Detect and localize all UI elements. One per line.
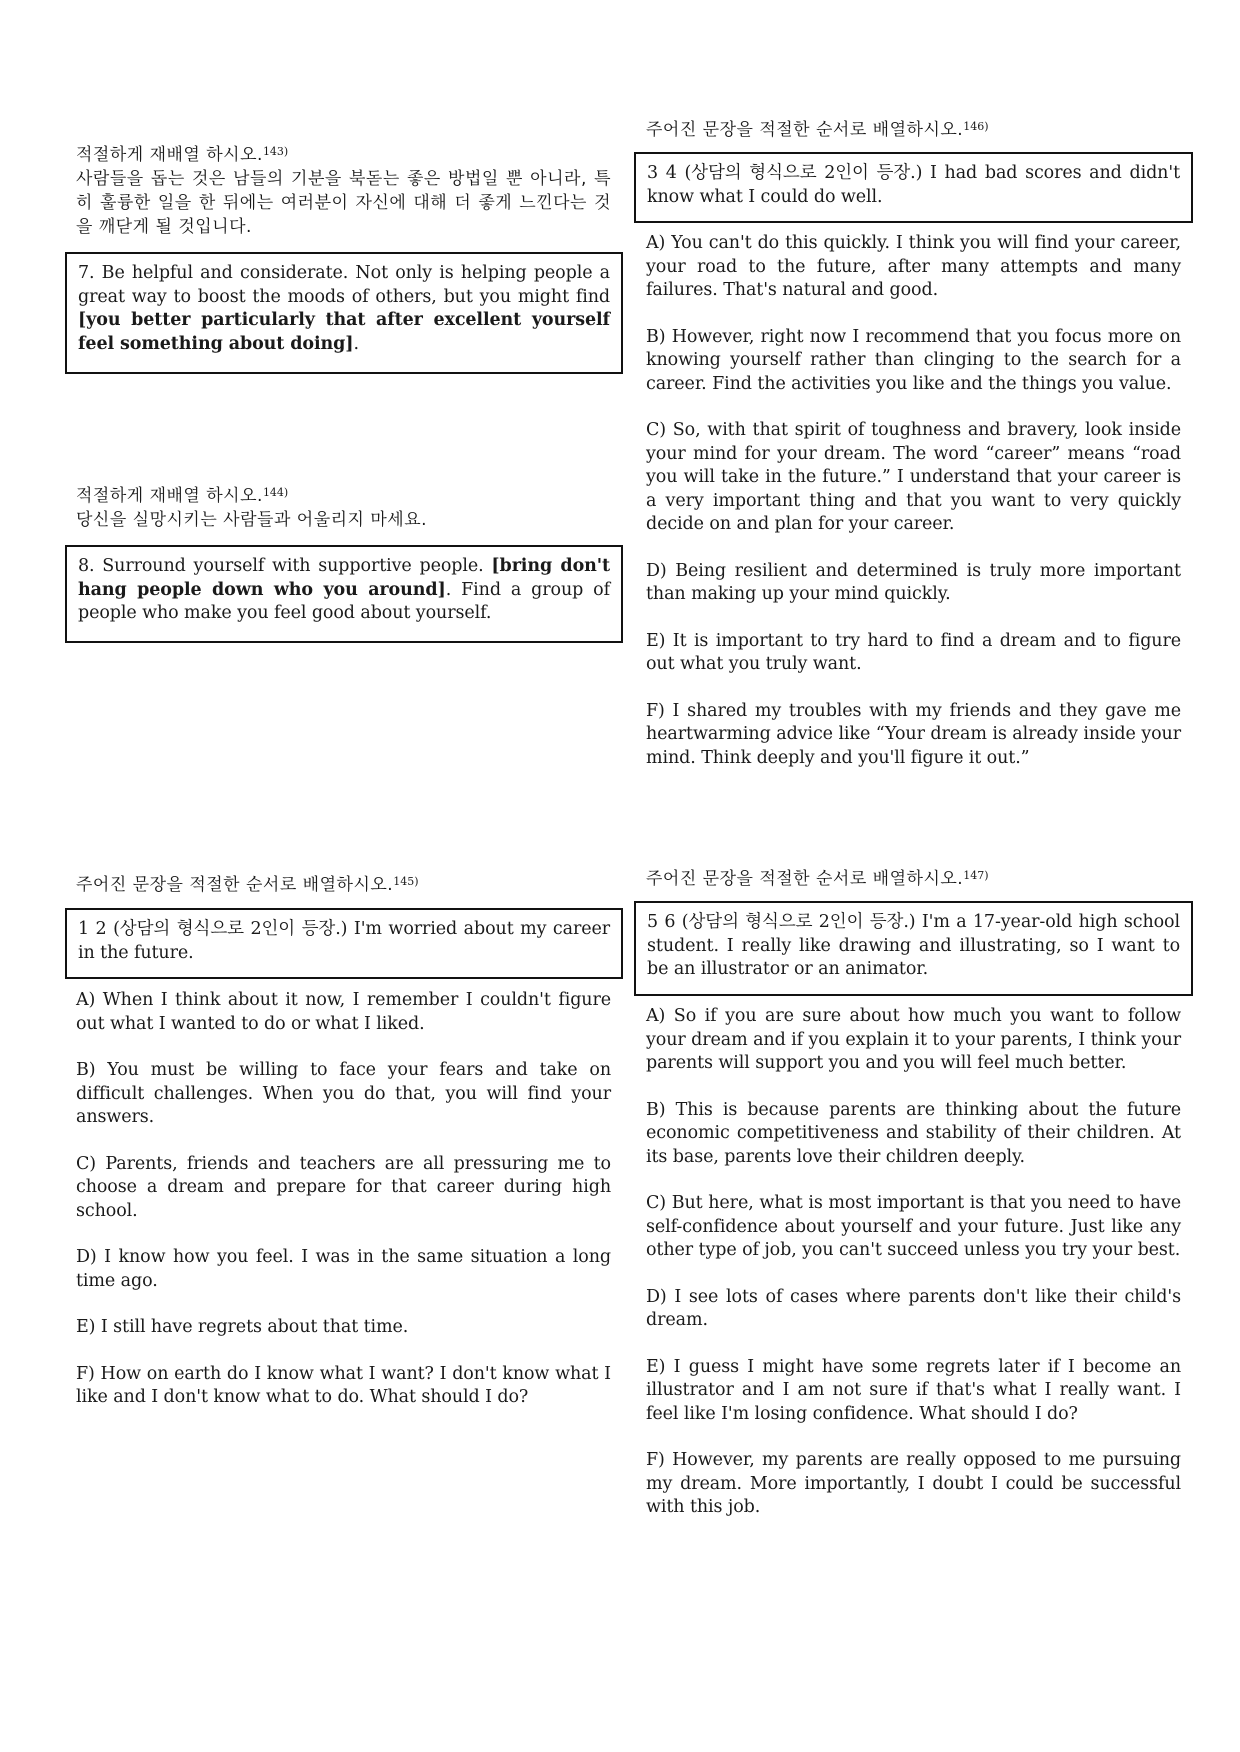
- footnote-marker: 143): [262, 145, 289, 158]
- footnote-marker: 146): [963, 120, 989, 133]
- option-f: F) How on earth do I know what I want? I don't know what I like and I don't know what to do. What should I do?: [76, 1363, 611, 1407]
- footnote-marker: 147): [963, 869, 989, 882]
- option-c: C) But here, what is most important is that you need to have self-confidence about yourself and your future. Just like any other type of job, you can't succeed unless you try your best.: [646, 1193, 1181, 1260]
- option-d: D) I see lots of cases where parents don't like their child's dream.: [646, 1286, 1181, 1330]
- question-146-instruction: [646, 115, 1181, 142]
- passage-box-7: [65, 252, 623, 374]
- question-145-instruction: [76, 870, 611, 897]
- given-sentence-box-145: [65, 908, 623, 979]
- option-b: B) You must be willing to face your fears and take on difficult challenges. When you do that, you will find your answers.: [76, 1060, 611, 1127]
- korean-translation: 사람들을 돕는 것은 남들의 기분을 북돋는 좋은 방법일 뿐 아니라, 특히 훌륭한 일을 한 뒤에는 여러분이 자신에 대해 더 좋게 느낀다는 것을 깨닫게 될 것입니다.: [76, 169, 611, 237]
- question-144: [76, 481, 611, 532]
- korean-translation: 당신을 실망시키는 사람들과 어울리지 마세요.: [76, 510, 428, 530]
- options-146: [646, 232, 1181, 770]
- passage-box-8: [65, 545, 623, 643]
- question-instruction: 주어진 문장을 적절한 순서로 배열하시오.$^{146)}$: [646, 120, 989, 140]
- passage-text: 7. Be helpful and considerate. Not only is helping people a great way to boost the moods of others, but you might find [you better particularly that after excellent yourself feel something about doing].: [78, 263, 610, 354]
- options-147: [646, 1005, 1181, 1520]
- given-sentence: 5 6 (상담의 형식으로 2인이 등장.) I'm a 17-year-old high school student. I really like drawing and illustrating, so I want to be an illustrator or an animator.: [647, 912, 1180, 979]
- question-147-instruction: [646, 864, 1181, 891]
- given-sentence: 3 4 (상담의 형식으로 2인이 등장.) I had bad scores and didn't know what I could do well.: [647, 163, 1180, 207]
- option-d: D) Being resilient and determined is truly more important than making up your mind quickly.: [646, 560, 1181, 604]
- scrambled-phrase: [bring don't hang people down who you around]: [78, 556, 611, 600]
- option-a: A) You can't do this quickly. I think you will find your career, your road to the future, after many attempts and many failures. That's natural and good.: [646, 233, 1181, 300]
- passage-text: 8. Surround yourself with supportive people. [bring don't hang people down who you around]. Find a group of people who make you feel good about yourself.: [78, 556, 611, 623]
- scrambled-phrase: [you better particularly that after excellent yourself feel something about doing]: [78, 310, 610, 354]
- option-b: B) However, right now I recommend that you focus more on knowing yourself rather than clinging to the search for a career. Find the activities you like and the things you value.: [646, 326, 1181, 394]
- options-145: [76, 989, 611, 1410]
- option-a: A) When I think about it now, I remember I couldn't figure out what I wanted to do or what I liked.: [76, 990, 611, 1034]
- question-instruction: 주어진 문장을 적절한 순서로 배열하시오.$^{145)}$: [76, 875, 419, 895]
- option-b: B) This is because parents are thinking about the future economic competitiveness and stability of their children. At its base, parents love their children deeply.: [646, 1099, 1181, 1167]
- footnote-marker: 144): [262, 486, 289, 499]
- option-e: E) I still have regrets about that time.: [76, 1317, 409, 1337]
- given-sentence-box-146: [634, 152, 1193, 223]
- option-c: C) Parents, friends and teachers are all pressuring me to choose a dream and prepare for that career during high school.: [76, 1153, 611, 1221]
- given-sentence: 1 2 (상담의 형식으로 2인이 등장.) I'm worried about my career in the future.: [78, 919, 610, 963]
- question-143: [76, 140, 611, 239]
- option-c: C) So, with that spirit of toughness and bravery, look inside your mind for your dream. The word “career” means “road you will take in the future.” I understand that your career is a very important thing and that you want to very quickly decide on and plan for your career.: [646, 420, 1181, 534]
- option-d: D) I know how you feel. I was in the same situation a long time ago.: [76, 1247, 611, 1291]
- question-instruction: 주어진 문장을 적절한 순서로 배열하시오.$^{147)}$: [646, 869, 989, 889]
- footnote-marker: 145): [393, 875, 419, 888]
- option-f: F) I shared my troubles with my friends and they gave me heartwarming advice like “Your dream is already inside your mind. Think deeply and you'll figure it out.”: [646, 700, 1181, 768]
- question-instruction: 적절하게 재배열 하시오.$^{144)}$: [76, 486, 289, 506]
- option-a: A) So if you are sure about how much you want to follow your dream and if you explain it to your parents, I think your parents will support you and you will feel much better.: [646, 1006, 1181, 1073]
- option-e: E) It is important to try hard to find a dream and to figure out what you truly want.: [646, 630, 1181, 674]
- given-sentence-box-147: [634, 901, 1193, 996]
- option-f: F) However, my parents are really opposed to me pursuing my dream. More importantly, I doubt I could be successful with this job.: [646, 1450, 1181, 1517]
- option-e: E) I guess I might have some regrets later if I become an illustrator and I am not sure if that's what I really want. I feel like I'm losing confidence. What should I do?: [646, 1356, 1181, 1424]
- question-instruction: 적절하게 재배열 하시오.$^{143)}$: [76, 145, 289, 165]
